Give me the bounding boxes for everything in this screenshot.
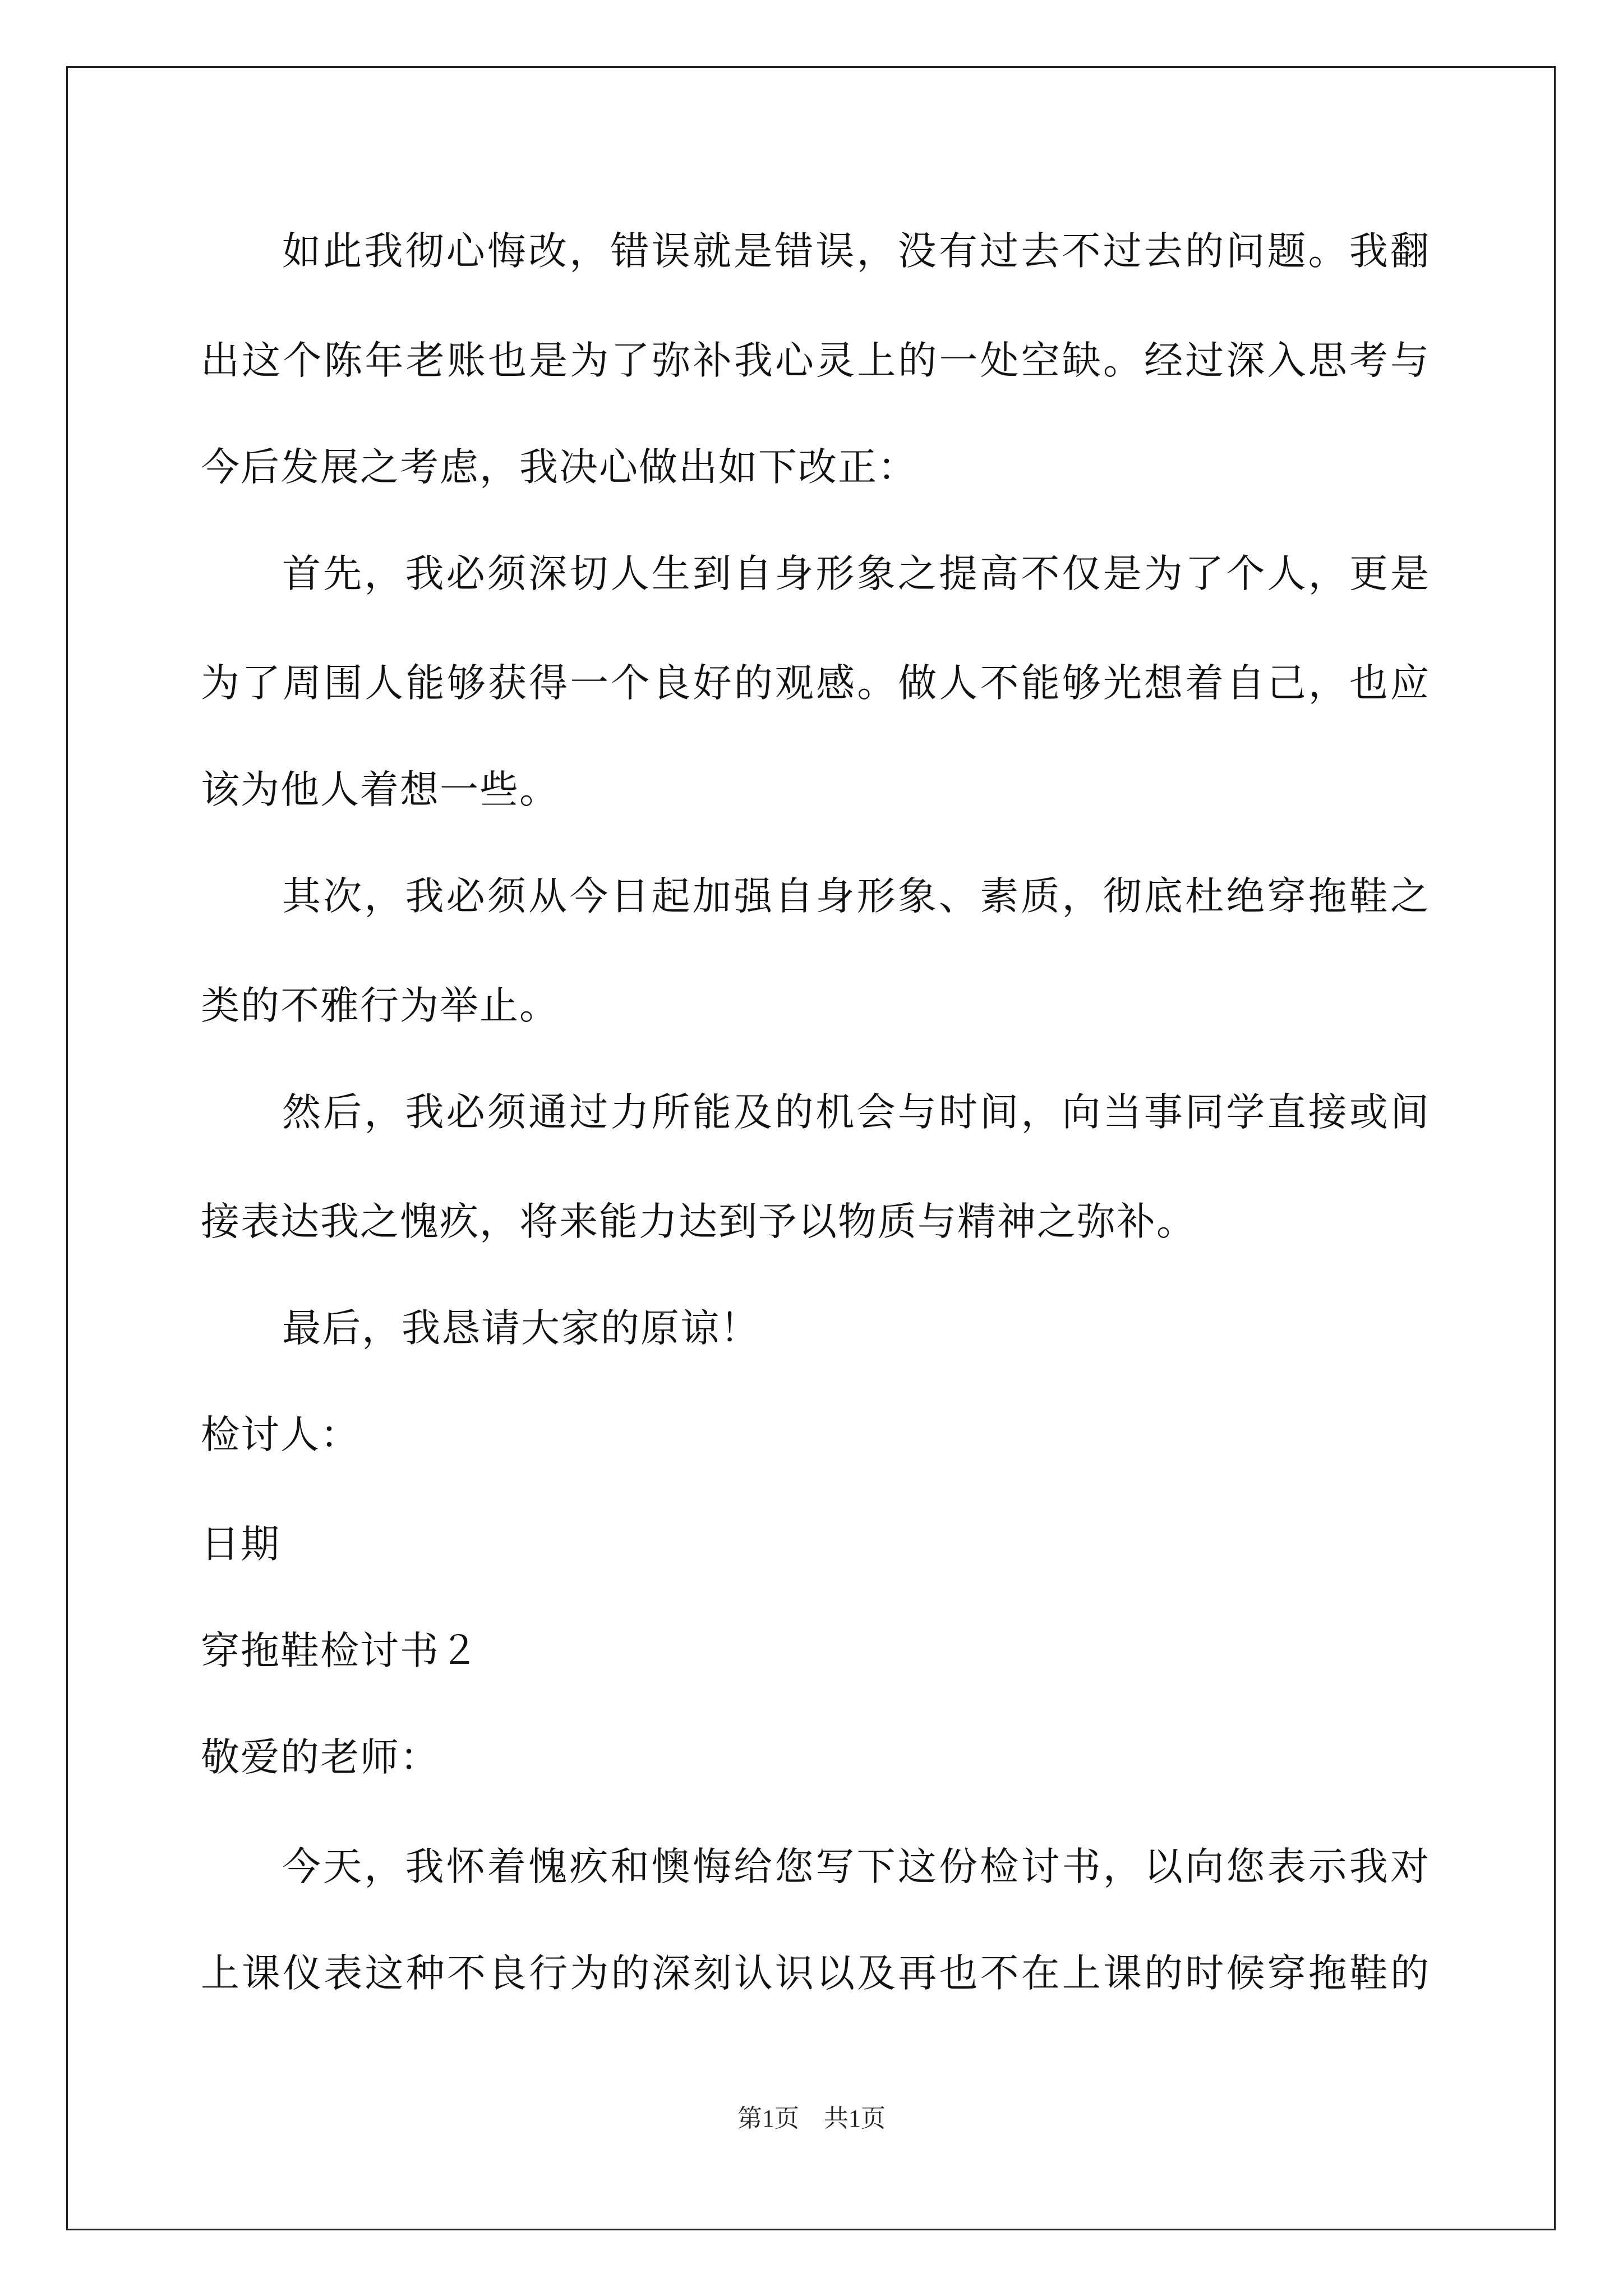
salutation: 敬爱的老师：	[201, 1735, 440, 1780]
paragraph-line: 该为他人着想一些。	[201, 767, 559, 812]
paragraph-line: 然后，我必须通过力所能及的机会与时间，向当事同学直接或间	[282, 1090, 1429, 1135]
page-footer: 第1页 共1页	[737, 2105, 886, 2132]
paragraph-line: 首先，我必须深切人生到自身形象之提高不仅是为了个人，更是	[282, 551, 1429, 596]
paragraph-line: 类的不雅行为举止。	[201, 983, 559, 1028]
section-title: 穿拖鞋检讨书２	[201, 1628, 479, 1673]
paragraph-line: 接表达我之愧疚，将来能力达到予以物质与精神之弥补。	[201, 1199, 1196, 1244]
paragraph-line: 其次，我必须从今日起加强自身形象、素质，彻底杜绝穿拖鞋之	[282, 874, 1429, 919]
date-label: 日期	[201, 1522, 280, 1567]
paragraph-line: 最后，我恳请大家的原谅！	[282, 1306, 760, 1351]
paragraph-line: 上课仪表这种不良行为的深刻认识以及再也不在上课的时候穿拖鞋的	[201, 1951, 1429, 1996]
page-border	[66, 66, 1556, 2230]
paragraph-line: 今天，我怀着愧疚和懊悔给您写下这份检讨书，以向您表示我对	[282, 1844, 1429, 1889]
signature-label: 检讨人：	[201, 1412, 360, 1457]
paragraph-line: 出这个陈年老账也是为了弥补我心灵上的一处空缺。经过深入思考与	[201, 338, 1429, 383]
paragraph-line: 今后发展之考虑，我决心做出如下改正：	[201, 445, 917, 490]
paragraph-line: 为了周围人能够获得一个良好的观感。做人不能够光想着自己，也应	[201, 661, 1429, 706]
paragraph-line: 如此我彻心悔改，错误就是错误，没有过去不过去的问题。我翻	[282, 229, 1429, 274]
